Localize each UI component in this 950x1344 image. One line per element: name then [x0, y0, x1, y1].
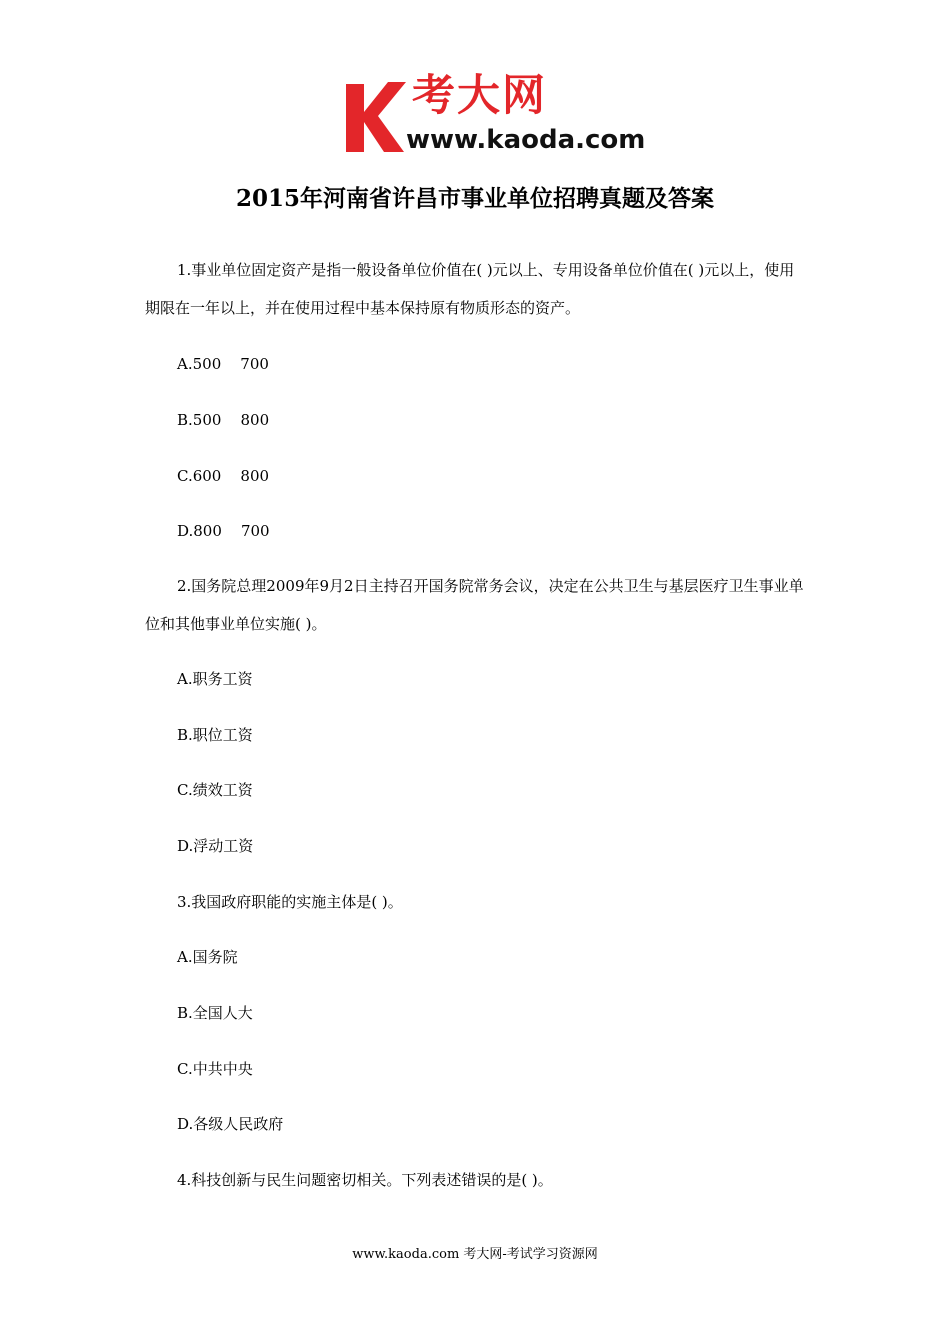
page-footer: www.kaoda.com 考大网-考试学习资源网	[352, 1247, 598, 1262]
question-1-option-d: D.800 700	[177, 522, 270, 540]
question-1-option-a: A.500 700	[177, 355, 269, 373]
question-3-option-c: C.中共中央	[177, 1060, 253, 1078]
question-2-option-d: D.浮动工资	[177, 837, 254, 855]
question-3-option-b: B.全国人大	[177, 1004, 253, 1022]
page-title: 2015年河南省许昌市事业单位招聘真题及答案	[235, 185, 714, 212]
question-1-stem: 1.事业单位固定资产是指一般设备单位价值在( )元以上、专用设备单位价值在( )元以上，使用期限在一年以上，并在使用过程中基本保持原有物质形态的资产。	[145, 261, 795, 317]
question-3-option-d: D.各级人民政府	[177, 1115, 284, 1133]
question-4-stem: 4.科技创新与民生问题密切相关。下列表述错误的是( )。	[177, 1171, 553, 1189]
question-3-stem: 3.我国政府职能的实施主体是( )。	[177, 893, 403, 911]
question-1-option-b: B.500 800	[177, 411, 270, 429]
k-logo-icon	[338, 76, 408, 156]
question-2-option-b: B.职位工资	[177, 726, 253, 744]
kaoda-logo	[338, 70, 658, 162]
logo-url: www.kaoda.com	[406, 125, 646, 155]
question-2-option-c: C.绩效工资	[177, 781, 253, 799]
question-1-option-c: C.600 800	[177, 467, 270, 485]
question-3-option-a: A.国务院	[177, 948, 238, 966]
question-2-option-a: A.职务工资	[177, 670, 253, 688]
logo-name: 考大网	[412, 71, 547, 121]
question-2-stem: 2.国务院总理2009年9月2日主持召开国务院常务会议，决定在公共卫生与基层医疗卫生事业单位和其他事业单位实施( )。	[145, 577, 804, 633]
